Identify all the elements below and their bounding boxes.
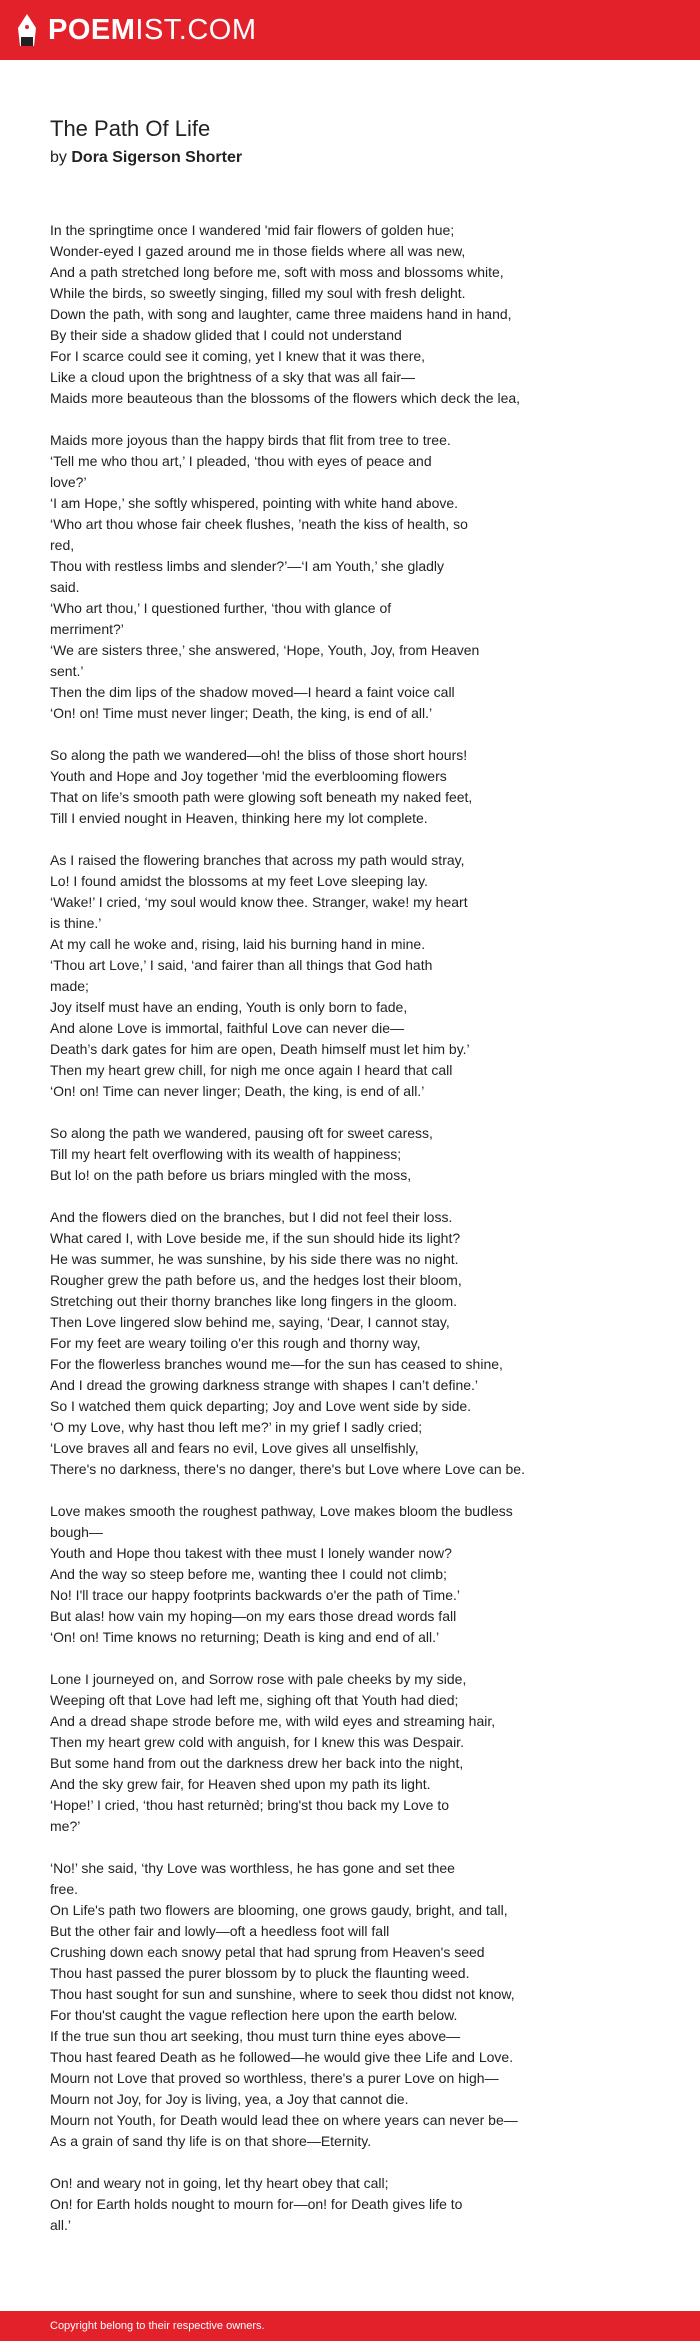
poem-line: For thou'st caught the vague reflection here upon the earth below. bbox=[50, 2007, 458, 2023]
poem-line: In the springtime once I wandered 'mid fair flowers of golden hue; bbox=[50, 222, 455, 238]
poem-line: all.’ bbox=[50, 2217, 72, 2233]
poem-line: Love makes smooth the roughest pathway, Love makes bloom the budless bbox=[50, 1503, 513, 1519]
poem-line: So I watched them quick departing; Joy and Love went side by side. bbox=[50, 1398, 472, 1414]
poem-line: sent.’ bbox=[50, 663, 84, 679]
poem-line: Mourn not Love that proved so worthless, there's a purer Love on high— bbox=[50, 2070, 499, 2086]
poem-line: merriment?’ bbox=[50, 621, 124, 637]
poem-line: At my call he woke and, rising, laid his burning hand in mine. bbox=[50, 936, 426, 952]
poem-line: And the sky grew fair, for Heaven shed upon my path its light. bbox=[50, 1776, 431, 1792]
poem-stanza bbox=[50, 850, 650, 1102]
poem-line: Lone I journeyed on, and Sorrow rose with pale cheeks by my side, bbox=[50, 1671, 467, 1687]
poem-line: And the flowers died on the branches, but I did not feel their loss. bbox=[50, 1209, 453, 1225]
poem-line: For the flowerless branches wound me—for the sun has ceased to shine, bbox=[50, 1356, 503, 1372]
poem-stanza bbox=[50, 745, 650, 829]
poem-stanza bbox=[50, 2173, 650, 2236]
poem-line: Maids more joyous than the happy birds that flit from tree to tree. bbox=[50, 432, 451, 448]
poem-line: Crushing down each snowy petal that had sprung from Heaven's seed bbox=[50, 1944, 485, 1960]
poem-line: made; bbox=[50, 978, 89, 994]
poem-line: Lo! I found amidst the blossoms at my feet Love sleeping lay. bbox=[50, 873, 428, 889]
poem-line: So along the path we wandered—oh! the bliss of those short hours! bbox=[50, 747, 468, 763]
poem-byline bbox=[50, 148, 242, 168]
poem-line: Thou hast passed the purer blossom by to pluck the flaunting weed. bbox=[50, 1965, 470, 1981]
poem-line: And I dread the growing darkness strange with shapes I can’t define.’ bbox=[50, 1377, 479, 1393]
site-name-light: IST.COM bbox=[135, 14, 257, 46]
poem-line: But alas! how vain my hoping—on my ears those dread words fall bbox=[50, 1608, 457, 1624]
poem-line: Rougher grew the path before us, and the hedges lost their bloom, bbox=[50, 1272, 462, 1288]
poem-line: ‘We are sisters three,’ she answered, ‘Hope, Youth, Joy, from Heaven bbox=[50, 642, 480, 658]
poem-line: free. bbox=[50, 1881, 79, 1897]
poem-line: Wonder-eyed I gazed around me in those fields where all was new, bbox=[50, 243, 466, 259]
poem-stanza bbox=[50, 1501, 650, 1648]
poem-line: Youth and Hope and Joy together 'mid the everblooming flowers bbox=[50, 768, 447, 784]
poem-line: There's no darkness, there's no danger, there's but Love where Love can be. bbox=[50, 1461, 525, 1477]
site-header bbox=[0, 0, 700, 60]
poem-line: is thine.’ bbox=[50, 915, 102, 931]
poem-line: ‘Who art thou whose fair cheek flushes, ’neath the kiss of health, so bbox=[50, 516, 468, 532]
site-footer bbox=[0, 2311, 700, 2341]
poem-line: Then Love lingered slow behind me, saying, ‘Dear, I cannot stay, bbox=[50, 1314, 450, 1330]
poem-line: Like a cloud upon the brightness of a sky that was all fair— bbox=[50, 369, 415, 385]
poem-line: Youth and Hope thou takest with thee must I lonely wander now? bbox=[50, 1545, 452, 1561]
poem-line: No! I'll trace our happy footprints backwards o'er the path of Time.’ bbox=[50, 1587, 460, 1603]
poem-line: Mourn not Joy, for Joy is living, yea, a Joy that cannot die. bbox=[50, 2091, 409, 2107]
poem-line: ‘On! on! Time knows no returning; Death is king and end of all.’ bbox=[50, 1629, 440, 1645]
poem-line: Weeping oft that Love had left me, sighing oft that Youth had died; bbox=[50, 1692, 459, 1708]
poem-line: Thou with restless limbs and slender?’—‘I am Youth,’ she gladly bbox=[50, 558, 445, 574]
poem-line: Till I envied nought in Heaven, thinking here my lot complete. bbox=[50, 810, 428, 826]
poem-stanza bbox=[50, 220, 650, 409]
poem-line: But the other fair and lowly—oft a heedless foot will fall bbox=[50, 1923, 390, 1939]
poem-line: ‘Love braves all and fears no evil, Love gives all unselfishly, bbox=[50, 1440, 419, 1456]
poem-line: Then my heart grew cold with anguish, for I knew this was Despair. bbox=[50, 1734, 464, 1750]
poem-line: On Life's path two flowers are blooming, one grows gaudy, bright, and tall, bbox=[50, 1902, 508, 1918]
poem-line: ‘I am Hope,’ she softly whispered, pointing with white hand above. bbox=[50, 495, 459, 511]
poem-line: bough— bbox=[50, 1524, 103, 1540]
poem-line: Mourn not Youth, for Death would lead thee on where years can never be— bbox=[50, 2112, 518, 2128]
copyright-notice: Copyright belong to their respective owners. bbox=[50, 2320, 265, 2332]
poem-line: So along the path we wandered, pausing oft for sweet caress, bbox=[50, 1125, 433, 1141]
poem-title: The Path Of Life bbox=[50, 116, 211, 141]
poem-line: And a dread shape strode before me, with wild eyes and streaming hair, bbox=[50, 1713, 496, 1729]
poem-stanza bbox=[50, 1858, 650, 2152]
poem-line: And alone Love is immortal, faithful Love can never die— bbox=[50, 1020, 405, 1036]
site-name-bold: POEM bbox=[48, 14, 136, 46]
poem-line: Then my heart grew chill, for nigh me once again I heard that call bbox=[50, 1062, 453, 1078]
poem-body bbox=[50, 220, 650, 2257]
poem-line: ‘On! on! Time must never linger; Death, the king, is end of all.’ bbox=[50, 705, 433, 721]
poem-line: Till my heart felt overflowing with its wealth of happiness; bbox=[50, 1146, 402, 1162]
poem-stanza bbox=[50, 1207, 650, 1480]
pen-nib-icon bbox=[17, 13, 37, 47]
poem-line: On! and weary not in going, let thy heart obey that call; bbox=[50, 2175, 389, 2191]
site-name bbox=[48, 14, 257, 46]
poem-line: On! for Earth holds nought to mourn for—on! for Death gives life to bbox=[50, 2196, 463, 2212]
poem-line: What cared I, with Love beside me, if the sun should hide its light? bbox=[50, 1230, 461, 1246]
poem-line: ‘No!’ she said, ‘thy Love was worthless, he has gone and set thee bbox=[50, 1860, 455, 1876]
poem-line: And a path stretched long before me, soft with moss and blossoms white, bbox=[50, 264, 504, 280]
poem-line: If the true sun thou art seeking, thou must turn thine eyes above— bbox=[50, 2028, 461, 2044]
poem-line: Thou hast sought for sun and sunshine, where to seek thou didst not know, bbox=[50, 1986, 515, 2002]
poem-line: While the birds, so sweetly singing, filled my soul with fresh delight. bbox=[50, 285, 466, 301]
poem-line: said. bbox=[50, 579, 80, 595]
poem-line: ‘On! on! Time can never linger; Death, the king, is end of all.’ bbox=[50, 1083, 425, 1099]
poem-line: Maids more beauteous than the blossoms of the flowers which deck the lea, bbox=[50, 390, 521, 406]
poem-line: Stretching out their thorny branches like long fingers in the gloom. bbox=[50, 1293, 458, 1309]
poem-line: Joy itself must have an ending, Youth is only born to fade, bbox=[50, 999, 408, 1015]
poem-line: Down the path, with song and laughter, came three maidens hand in hand, bbox=[50, 306, 512, 322]
poem-stanza bbox=[50, 1123, 650, 1186]
poem-line: love?’ bbox=[50, 474, 87, 490]
poem-line: And the way so steep before me, wanting thee I could not climb; bbox=[50, 1566, 447, 1582]
poem-author[interactable]: Dora Sigerson Shorter bbox=[71, 149, 243, 166]
poem-line: But lo! on the path before us briars mingled with the moss, bbox=[50, 1167, 412, 1183]
poem-line: That on life’s smooth path were glowing soft beneath my naked feet, bbox=[50, 789, 473, 805]
poem-line: me?’ bbox=[50, 1818, 81, 1834]
poem-line: As I raised the flowering branches that across my path would stray, bbox=[50, 852, 465, 868]
poem-line: red, bbox=[50, 537, 75, 553]
poem-line: Thou hast feared Death as he followed—he would give thee Life and Love. bbox=[50, 2049, 514, 2065]
poem-line: ‘Tell me who thou art,’ I pleaded, ‘thou with eyes of peace and bbox=[50, 453, 432, 469]
poem-line: Then the dim lips of the shadow moved—I heard a faint voice call bbox=[50, 684, 455, 700]
poem-stanza bbox=[50, 1669, 650, 1837]
site-logo[interactable] bbox=[17, 13, 257, 47]
poem-line: Death’s dark gates for him are open, Death himself must let him by.’ bbox=[50, 1041, 470, 1057]
poem-line: He was summer, he was sunshine, by his side there was no night. bbox=[50, 1251, 459, 1267]
poem-stanza bbox=[50, 430, 650, 724]
poem-line: By their side a shadow glided that I could not understand bbox=[50, 327, 402, 343]
poem-line: As a grain of sand thy life is on that shore—Eternity. bbox=[50, 2133, 372, 2149]
poem-line: ‘Hope!’ I cried, ‘thou hast returnèd; bring'st thou back my Love to bbox=[50, 1797, 450, 1813]
poem-line: ‘Who art thou,’ I questioned further, ‘thou with glance of bbox=[50, 600, 392, 616]
poem-line: ‘Thou art Love,’ I said, ‘and fairer than all things that God hath bbox=[50, 957, 433, 973]
poem-line: For I scarce could see it coming, yet I knew that it was there, bbox=[50, 348, 426, 364]
poem-line: ‘Wake!’ I cried, ‘my soul would know thee. Stranger, wake! my heart bbox=[50, 894, 468, 910]
poem-line: For my feet are weary toiling o'er this rough and thorny way, bbox=[50, 1335, 421, 1351]
by-label: by bbox=[50, 149, 67, 166]
poem-line: But some hand from out the darkness drew her back into the night, bbox=[50, 1755, 464, 1771]
poem-line: ‘O my Love, why hast thou left me?’ in my grief I sadly cried; bbox=[50, 1419, 423, 1435]
